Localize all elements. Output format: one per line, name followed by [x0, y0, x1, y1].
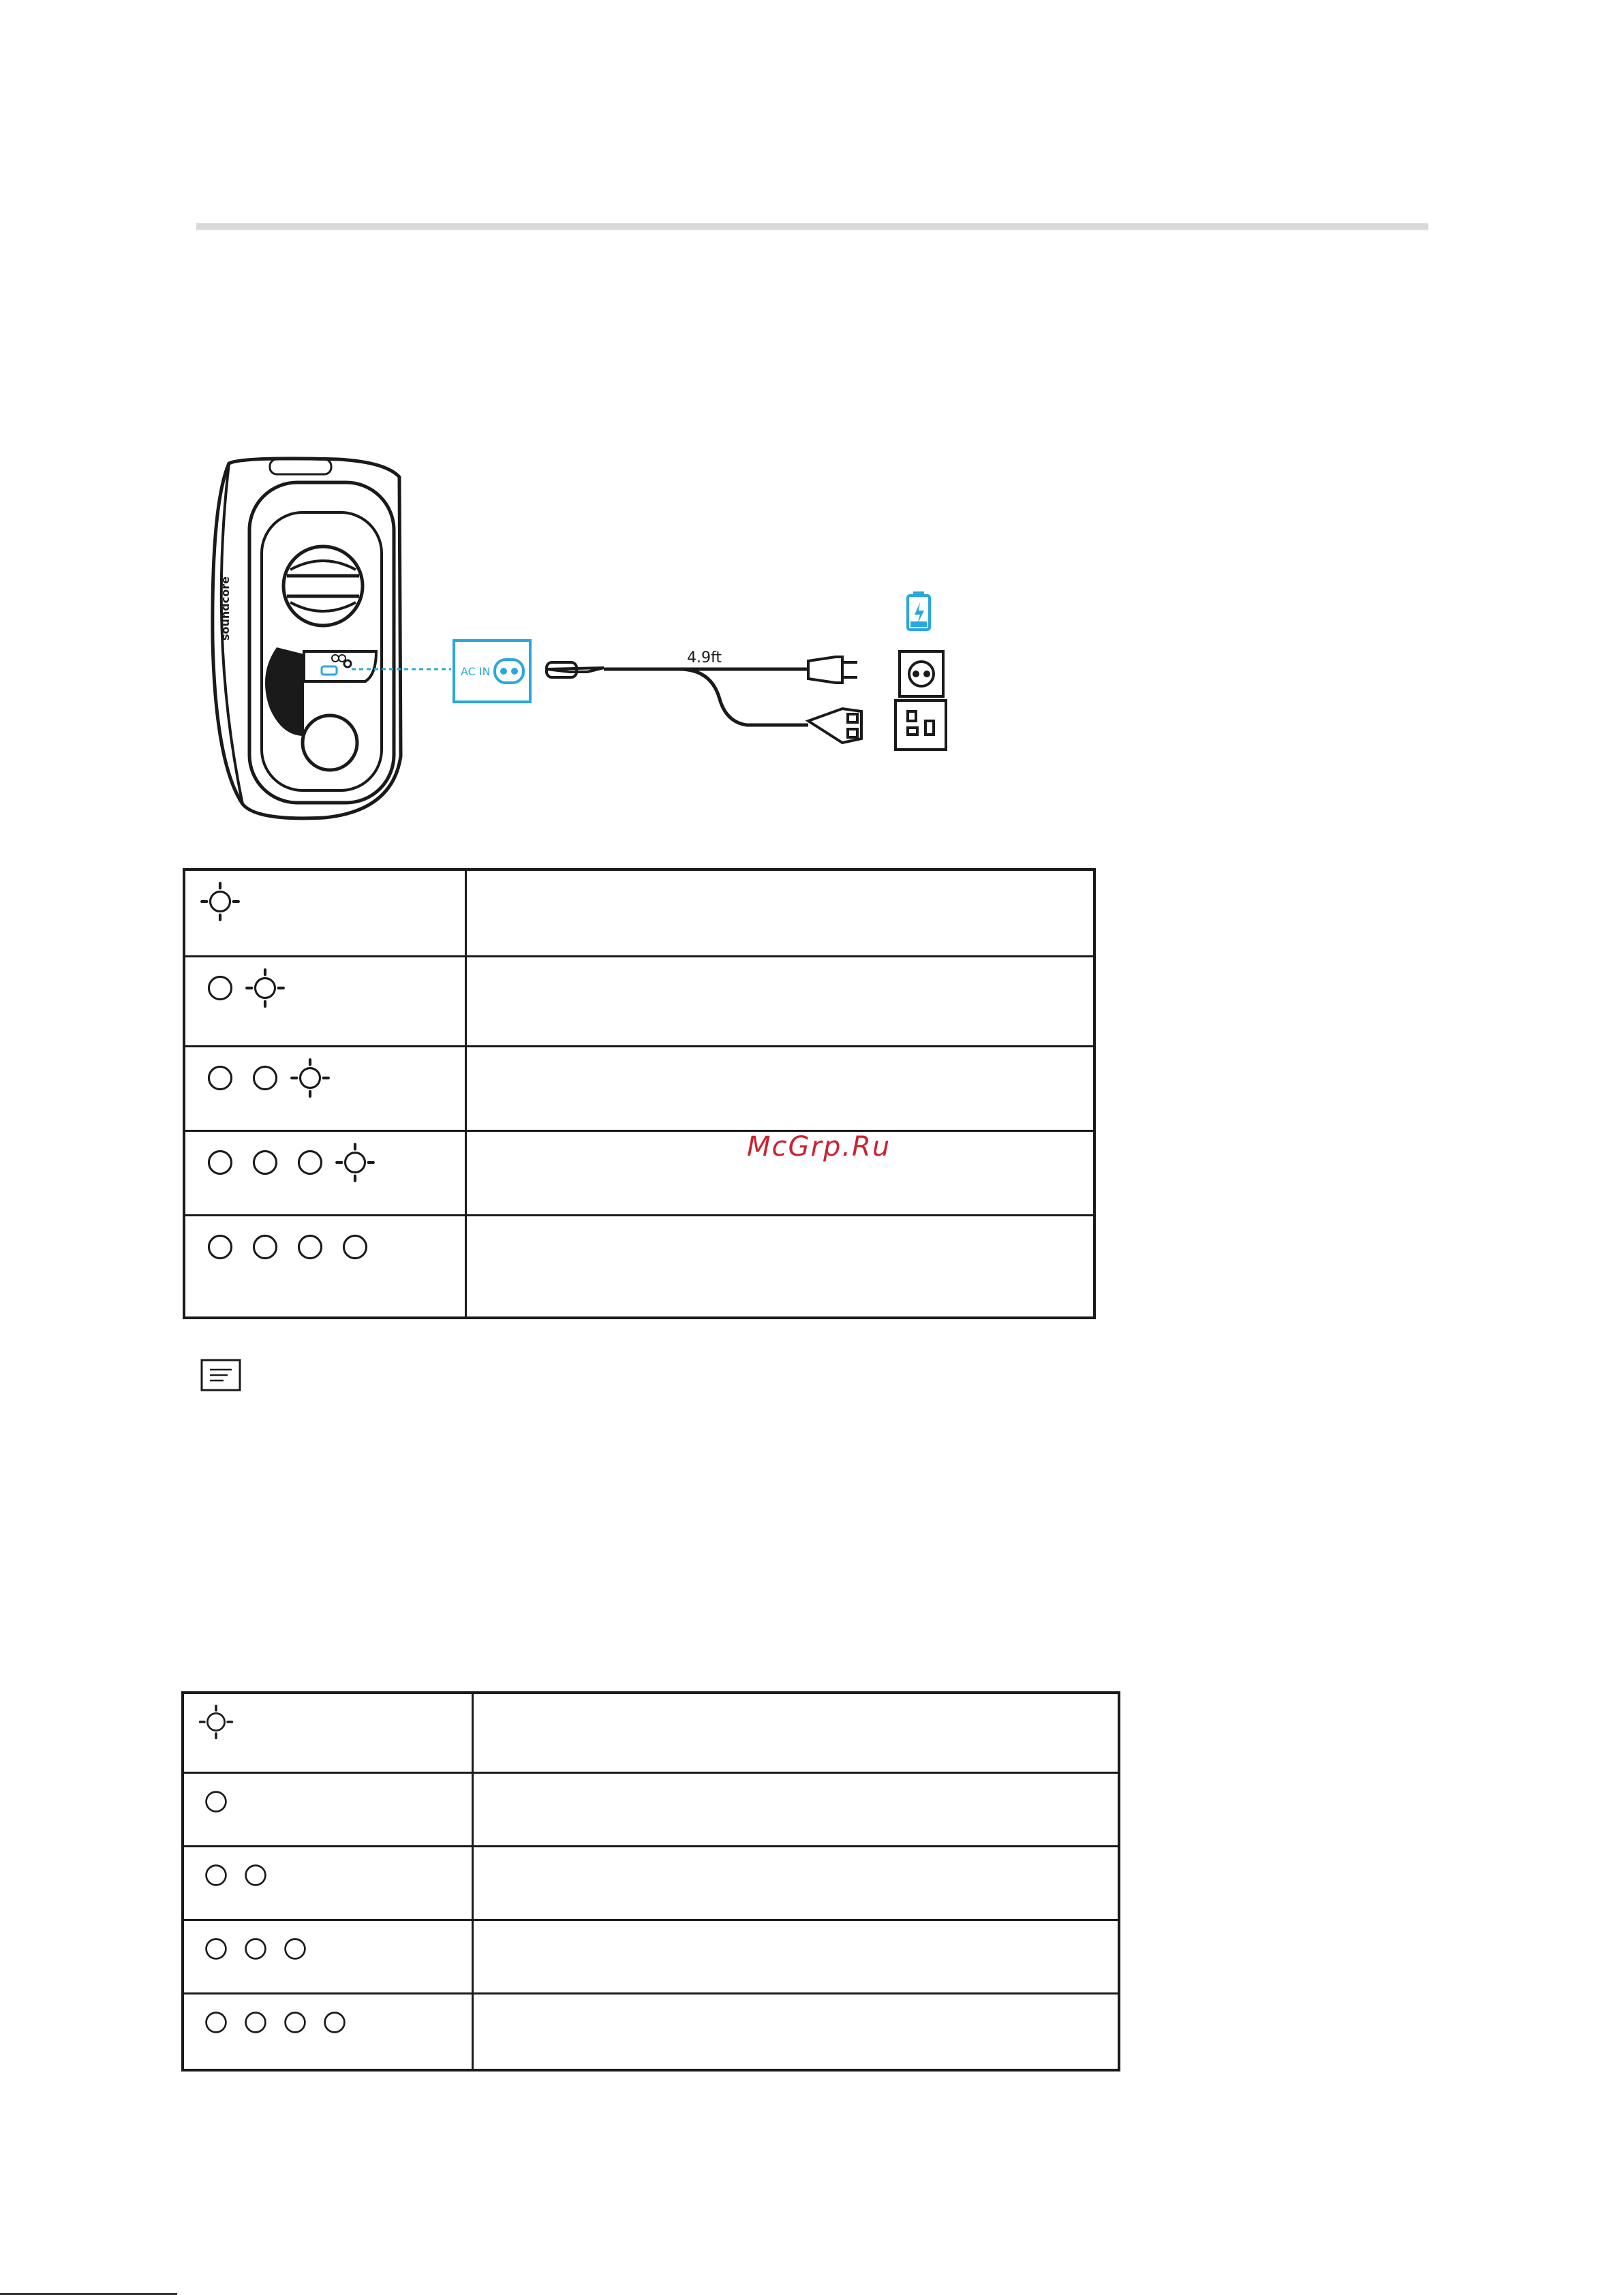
led-on-icon	[289, 1141, 331, 1184]
led-blinking-icon	[289, 1057, 331, 1099]
power-cable	[547, 662, 808, 725]
table-row	[185, 1214, 1093, 1316]
led-on-icon	[316, 2004, 353, 2041]
table-row	[185, 871, 1093, 955]
brand-label: soundcore	[219, 576, 232, 641]
table-row	[185, 955, 1093, 1045]
table-row	[185, 1045, 1093, 1130]
table-row	[184, 1992, 1118, 2069]
header-rule	[196, 224, 1428, 230]
led-indicator-cell	[198, 2004, 353, 2041]
led-on-icon	[277, 1930, 313, 1967]
table-row	[184, 1694, 1118, 1772]
led-on-icon	[237, 1930, 274, 1967]
led-indicator-cell	[199, 967, 286, 1009]
led-on-icon	[237, 2004, 274, 2041]
uk-plug	[808, 709, 861, 743]
led-blinking-icon	[199, 880, 241, 923]
table-row	[184, 1919, 1118, 1992]
led-on-icon	[199, 1057, 241, 1099]
led-indicator-cell	[198, 1783, 234, 1820]
speaker-illustration	[213, 459, 401, 818]
charging-status-table	[181, 1691, 1120, 2071]
led-on-icon	[199, 1141, 241, 1184]
led-on-icon	[198, 1857, 234, 1894]
led-on-icon	[277, 2004, 313, 2041]
charging-battery-icon	[908, 591, 930, 630]
eu-plug	[808, 657, 857, 683]
led-on-icon	[244, 1226, 286, 1268]
table-row	[185, 1130, 1093, 1214]
led-indicator-cell	[198, 1704, 234, 1740]
led-indicator-cell	[199, 1057, 331, 1099]
led-indicator-cell	[199, 1226, 376, 1268]
table-row	[184, 1845, 1118, 1919]
led-on-icon	[244, 1057, 286, 1099]
charging-illustration	[202, 450, 979, 831]
led-indicator-cell	[199, 880, 241, 923]
note-icon	[200, 1359, 241, 1391]
led-on-icon	[199, 967, 241, 1009]
led-on-icon	[198, 1783, 234, 1820]
led-on-icon	[289, 1226, 331, 1268]
led-on-icon	[237, 1857, 274, 1894]
led-on-icon	[244, 1141, 286, 1184]
led-blinking-icon	[244, 967, 286, 1009]
led-indicator-cell	[198, 1857, 274, 1894]
ac-in-label: AC IN	[461, 665, 491, 678]
eu-socket	[900, 651, 943, 696]
watermark: McGrp.Ru	[747, 1131, 891, 1162]
led-indicator-cell	[198, 1930, 313, 1967]
cable-length-label: 4.9ft	[687, 649, 722, 666]
led-indicator-cell	[199, 1141, 376, 1184]
table-row	[184, 1772, 1118, 1845]
led-blinking-icon	[198, 1704, 234, 1740]
led-on-icon	[198, 2004, 234, 2041]
led-on-icon	[198, 1930, 234, 1967]
led-blinking-icon	[334, 1141, 376, 1184]
battery-level-table	[183, 868, 1096, 1319]
led-on-icon	[334, 1226, 376, 1268]
led-on-icon	[199, 1226, 241, 1268]
uk-socket	[895, 700, 946, 750]
